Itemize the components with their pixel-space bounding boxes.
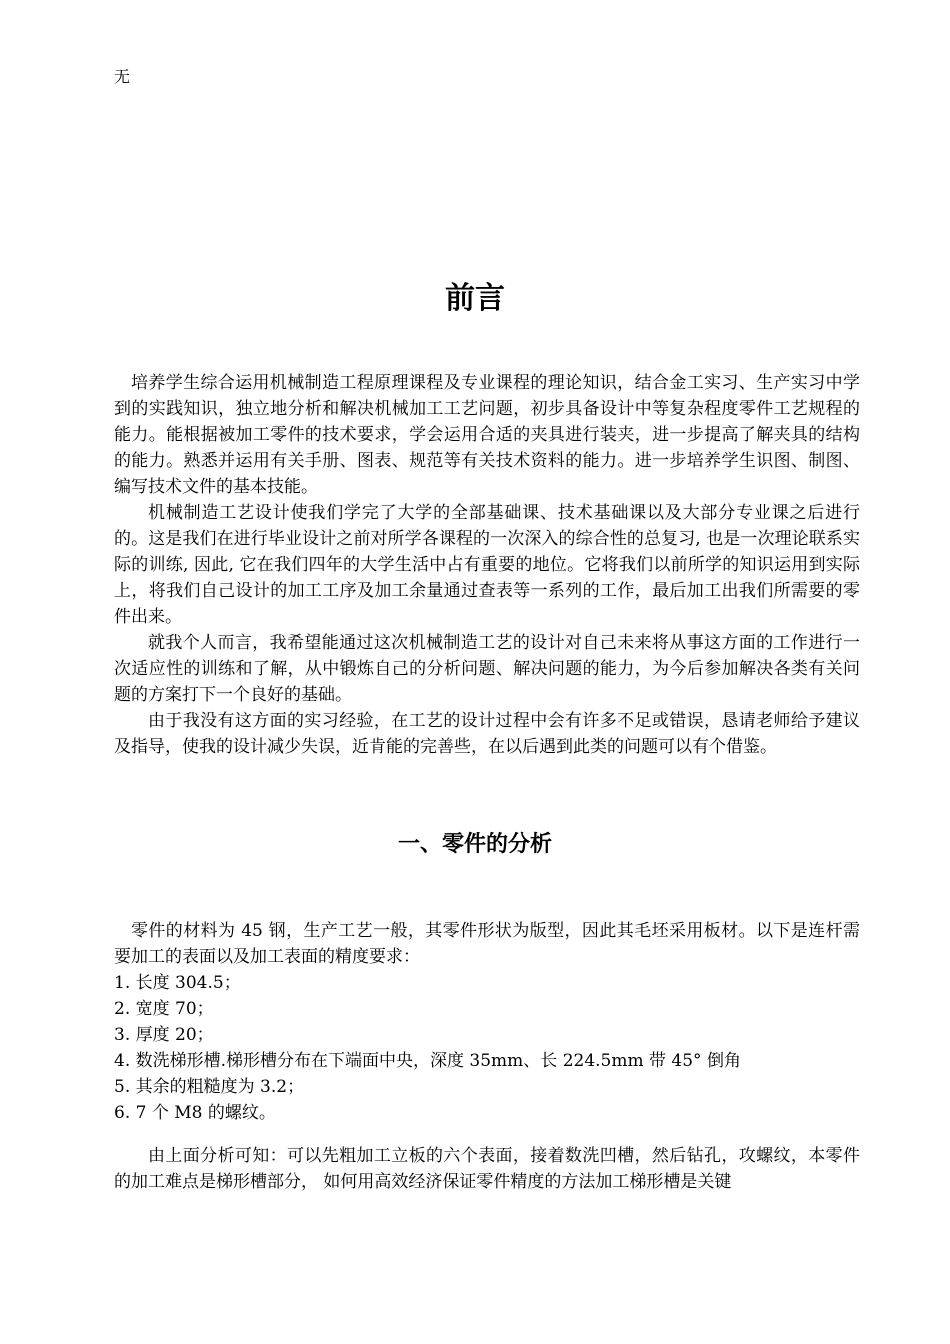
preface-paragraph-1: 培养学生综合运用机械制造工程原理课程及专业课程的理论知识，结合金工实习、生产实习中学到的实践知识，独立地分析和解决机械加工工艺问题，初步具备设计中等复杂程度零件工艺规程的能力。能根据被加工零件的技术要求，学会运用合适的夹具进行装夹，进一步提高了解夹具的结构的能力。熟悉并运用有关手册、图表、规范等有关技术资料的能力。进一步培养学生识图、制图、编写技术文件的基本技能。 [114,373,860,497]
preface-body [114,370,860,760]
analysis-conclusion-body [114,1143,860,1195]
requirement-item-4: 4. 数洗梯形槽.梯形槽分布在下端面中央，深度 35mm、长 224.5mm 带 45° 倒角 [114,1051,741,1071]
requirement-item-3: 3. 厚度 20； [114,1025,214,1045]
preface-paragraph-2: 机械制造工艺设计使我们学完了大学的全部基础课、技术基础课以及大部分专业课之后进行的。这是我们在进行毕业设计之前对所学各课程的一次深入的综合性的总复习, 也是一次理论联系实际的训练, 因此, 它在我们四年的大学生活中占有重要的地位。它将我们以前所学的知识运用到实际上，将我们自己设计的加工工序及加工余量通过查表等一系列的工作，最后加工出我们所需要的零件出来。 [114,503,860,627]
preface-paragraph-3: 就我个人而言，我希望能通过这次机械制造工艺的设计对自己未来将从事这方面的工作进行一次适应性的训练和了解，从中锻炼自己的分析问题、解决问题的能力，为今后参加解决各类有关问题的方案打下一个良好的基础。 [114,633,860,705]
preface-title: 前言 [445,281,505,316]
section-title-part-analysis: 一、零件的分析 [397,832,552,857]
analysis-conclusion: 由上面分析可知：可以先粗加工立板的六个表面，接着数洗凹槽，然后钻孔，攻螺纹，本零件的加工难点是梯形槽部分， 如何用高效经济保证零件精度的方法加工梯形槽是关键 [114,1146,860,1192]
analysis-body [114,918,860,1126]
requirement-item-2: 2. 宽度 70； [114,999,214,1019]
preface-paragraph-4: 由于我没有这方面的实习经验，在工艺的设计过程中会有许多不足或错误，恳请老师给予建议及指导，使我的设计减少失误，近肯能的完善些，在以后遇到此类的问题可以有个借鉴。 [114,711,860,757]
requirement-item-6: 6. 7 个 M8 的螺纹。 [114,1103,276,1123]
requirement-item-1: 1. 长度 304.5； [114,973,241,993]
header-mark: 无 [114,67,131,86]
requirement-item-5: 5. 其余的粗糙度为 3.2； [114,1077,305,1097]
analysis-intro: 零件的材料为 45 钢，生产工艺一般，其零件形状为版型，因此其毛坯采用板材。以下是连杆需要加工的表面以及加工表面的精度要求： [114,921,860,967]
